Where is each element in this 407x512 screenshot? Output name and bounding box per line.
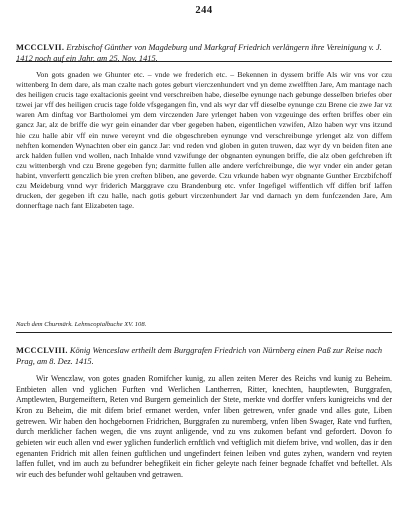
document-number: MCCCLVII. (16, 43, 65, 52)
document-title: Erzbischof Günther von Magdeburg und Markgraf Friedrich verlängern ihre Vereinigung v. J. 1412 noch auf ein Jahr, am 25. Nov. 1415. (16, 43, 382, 63)
document-heading (16, 345, 392, 367)
document-paragraph: Wir Wenczlaw, von gotes gnaden Romifcher kunig, zu allen zeiten Merer des Reichs vnd kunig zu Beheim. Entbieten allen vnd yglichen Furften vnd Werlichen Lantherren, Ritter, knechten, hauptlewten, Burggrafen, Amptlewten, Burgemeiftern, Reten vnd Burgern gemeinlich der Stete, merkte vnd dorffer vnfers kunigreichs vnd der Kron zu Beheim, die mit difem brief ermanet werden, vnfer liben getrewen, vnfer gnade vnd alles gute, Liben getrewen. Wir haben den hochgebornen Fridrichen, Burggrafen zu nuremberg, vnfen liben Swager, Rate vnd furften, durch merklicher fachen wegen, die vns zuynt anligende, vnd zu vns zukomen befant vnd gefordert. Dovon fo gebieten wir euch allen vnd ewer yglichen funderlich ernftlich vnd veftiglich mit diefem brive, vnd wollen, das ir den egenanten Fridrich mit allen feinen guftlichen und ungefindert feinen leiben vnd gutes zyhen, wandern vnd reyten laffen fullet, vnd im auch zu befundrer behegfikeit ein ficher geleyte nach feiner begnade fchaffet vnd beftellet. Als wir euch des befunder wohl geltauben vnd getrawen. (16, 374, 392, 479)
document-text (16, 70, 392, 313)
source-citation: Nach dem Churmärk. Lehnscopialbuche XV. 108. (16, 321, 147, 328)
document-title: König Wenceslaw ertheilt dem Burggrafen Friedrich von Nürnberg einen Paß zur Reise nach Prag, am 8. Dez. 1415. (16, 346, 383, 366)
document-page (16, 0, 392, 512)
page-number: 244 (195, 5, 213, 16)
document-heading (16, 42, 392, 64)
document-text (16, 374, 392, 508)
document-paragraph: Von gots gnaden we Ghunter etc. – vnde we frederich etc. – Bekennen in dyssem briffe Als wir vns vor czu wittenberg In dem dare, als man czalte nach gotes geburt vierczenhundert vnd yn deme zwelfften Jare, Am mantage nach des heiligen crucis tage exaltacionis geeint vnd verschreiben habe, dieselbe eynunge nach gebunge desselben briefes ober tzwei jar vff des heiligen crucis tage folde vfsgegangen fin, vnd als wyr dar vff dieselbe eynunge czu Brene cie zwe Jar vz waren Am dinftag vor Bartholomei ym dem virczenden Jare yrlenget haben von vzgeuinge des erften briffes ober ein gancz Jar, alz de briffe die wyr gein einander dar vber gegeben haben, eigentlichen vzwifen, Alzo haben wyr vns itzund hie czu halle abir vff ein nuwe vereynt vnd die obgeschreben eynunge vnd verschreibunge yrlenget alz von diffem nehften komenden Wynachten ober ein gancz Jar: vnd reden vnd globen in guten truwen, daz wyr dy vn beiden fiten ane arck halden fullen vnd wollen, nach Inhalde vnnd vzwifunge der obgnanten eynungen briffe, die alz oben gefchreben ift czu wittenbergh vnd czu Brene gegeben fyn; darmitte fullen alle andere verfchreibunge, die wyr vnder ein ander getan habint, vnverfertt genczlich bie yren creften bliben, ane geverde. Czu vrkunde haben wyr obgnante Gunther Erczbifchoff czu Meideburg vnnd wyr friderich Marggrave czu Brandenburg etc. vnfer Ingefigel wiffentlich vff diffen brif laffen drucken, der gegeben ift czu halle, nach gotis geburt virczenhundert Jar vnd darnach yn dem funfczenden Jare, Am donnerftage nach fant Elizabeten tage. (16, 70, 392, 211)
divider-line (16, 332, 392, 333)
document-number: MCCCLVIII. (16, 346, 68, 355)
